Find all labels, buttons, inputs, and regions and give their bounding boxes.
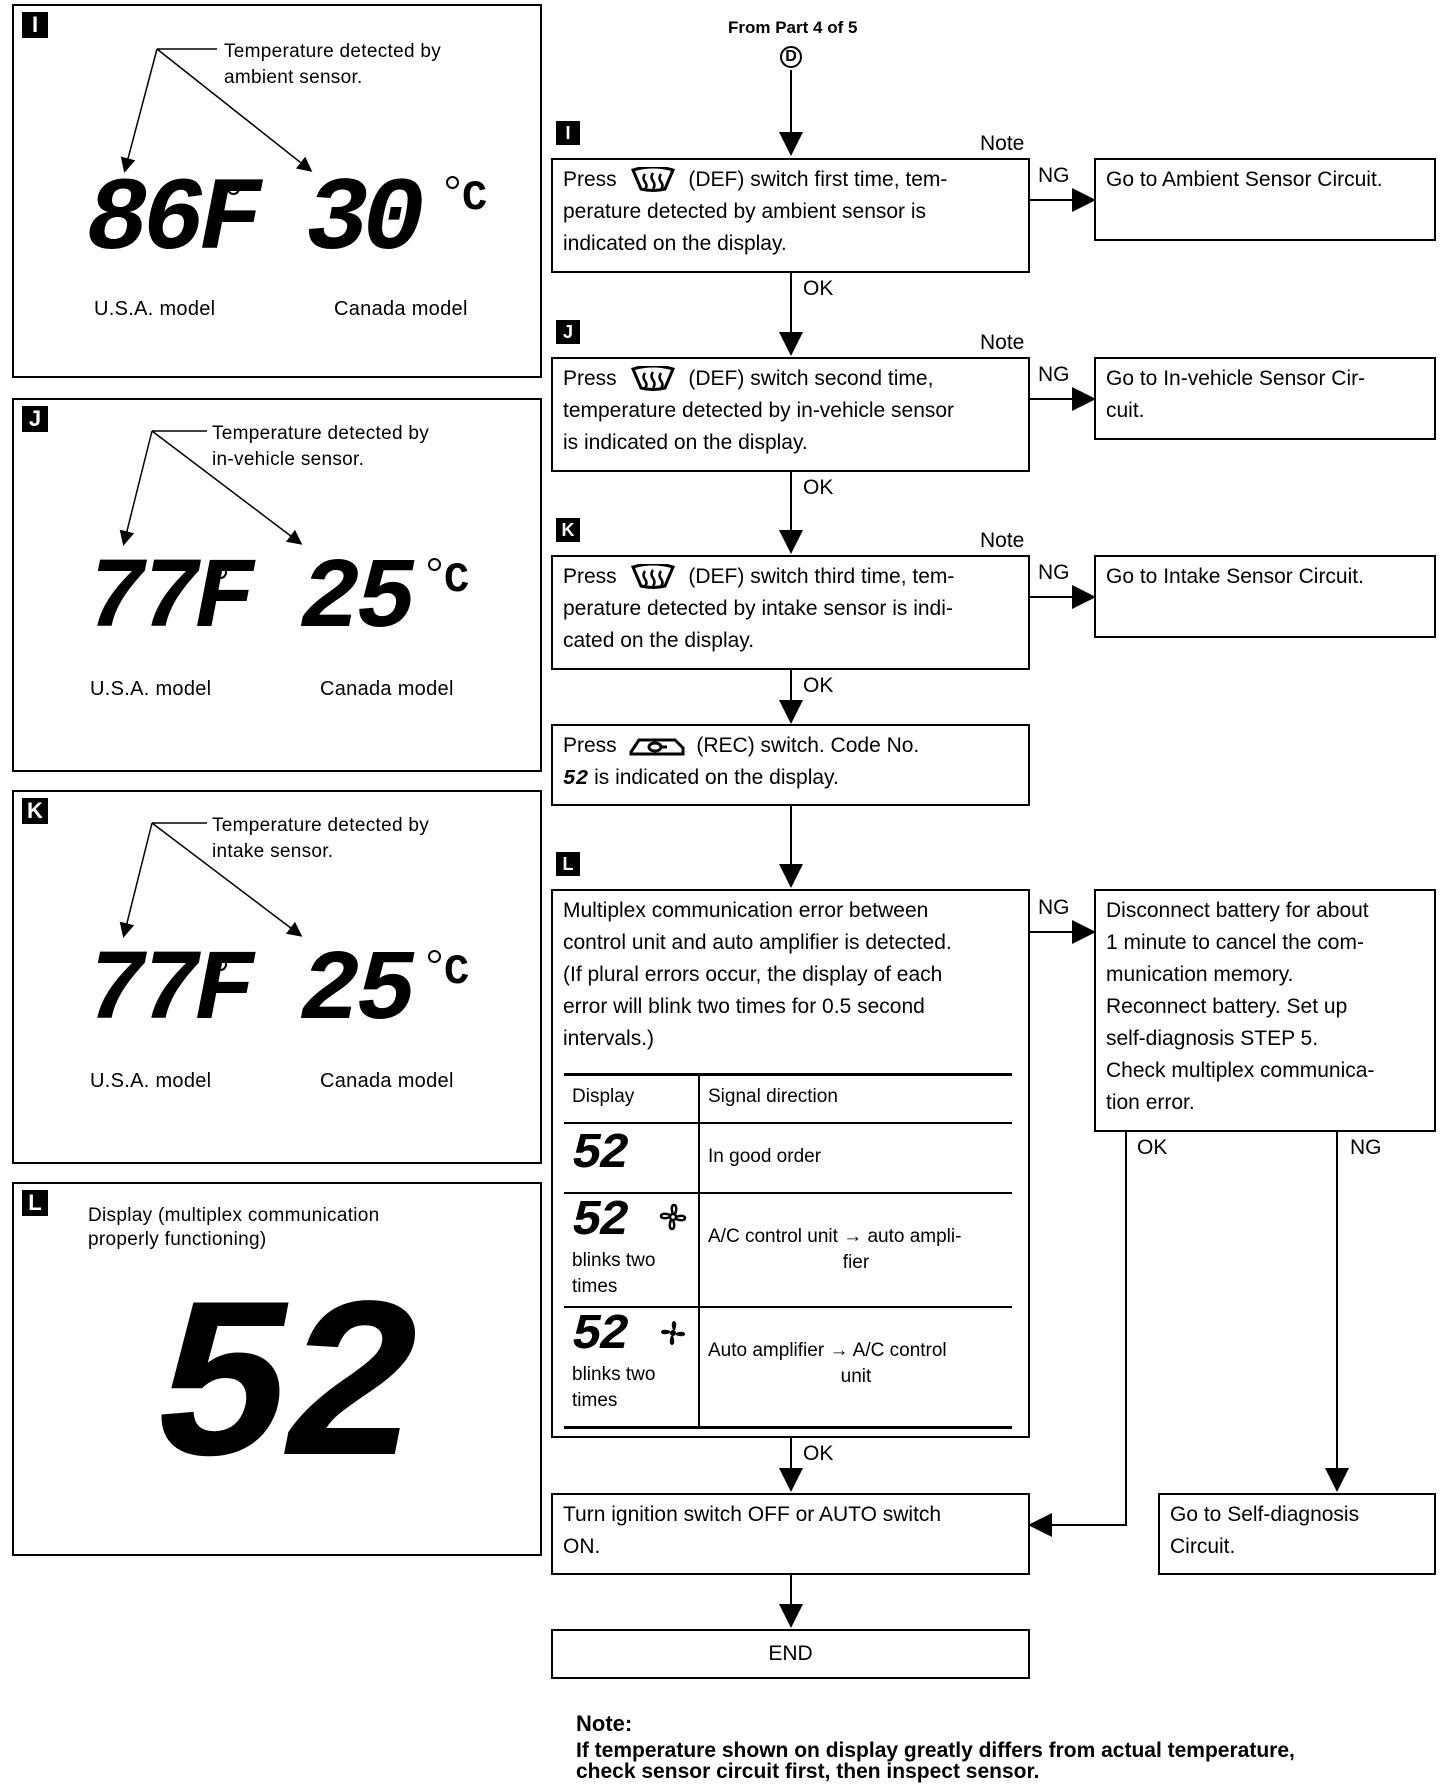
step-l-line-3: (If plural errors occur, the display of each (563, 963, 943, 986)
usa-model-label: U.S.A. model (90, 678, 212, 700)
step-rec-post: (REC) switch. Code No. (696, 734, 920, 757)
canada-display-value: 25 (300, 936, 413, 1049)
row-code: 52 (572, 1193, 627, 1250)
canada-model-label: Canada model (320, 678, 454, 700)
ok-label-k: OK (803, 674, 834, 697)
panel-l-caption-1: Display (multiplex communication (88, 1205, 380, 1226)
step-rec-line-2-text: is indicated on the display. (594, 766, 839, 789)
step-j-line-2: temperature detected by in-vehicle sensor (563, 399, 955, 422)
step-k-press: Press (563, 565, 617, 588)
ng-invehicle-box (1094, 357, 1436, 440)
row-direction (700, 1124, 1012, 1192)
ng-label-l: NG (1038, 896, 1070, 919)
ng-label-multiplex: NG (1350, 1136, 1382, 1159)
step-l-line-4: error will blink two times for 0.5 second (563, 995, 925, 1018)
step-l-box (551, 889, 1030, 1438)
ng-intake-box (1094, 555, 1436, 638)
ng-multiplex-box (1094, 889, 1436, 1132)
from-part-label: From Part 4 of 5 (728, 18, 858, 37)
ng-ambient-text: Go to Ambient Sensor Circuit. (1106, 168, 1383, 191)
header-signal-direction: Signal direction (708, 1086, 838, 1107)
step-l-line-1: Multiplex communication error between (563, 899, 929, 922)
step-j-line-1 (563, 363, 1018, 395)
canada-display-value: 25 (300, 544, 413, 657)
celsius-mark: C (444, 556, 470, 604)
row-code: 52 (572, 1307, 627, 1364)
row-direction-line-1: Auto amplifier → A/C control (708, 1340, 947, 1361)
ok-label-multiplex: OK (1137, 1136, 1168, 1159)
footer-note-line-1: If temperature shown on display greatly differs from actual temperature, (576, 1739, 1295, 1762)
canada-model-label: Canada model (334, 298, 468, 320)
panel-tag-i: I (22, 12, 48, 38)
step-i-line-2: perature detected by ambient sensor is (563, 200, 927, 223)
step-j-post: (DEF) switch second time, (688, 367, 934, 390)
def-switch-icon (629, 366, 677, 392)
row-display (564, 1124, 700, 1192)
celsius-mark: C (462, 174, 488, 222)
ng-intake-text: Go to Intake Sensor Circuit. (1106, 565, 1364, 588)
step-j-box (551, 357, 1030, 472)
row-direction-line-2: unit (840, 1366, 872, 1387)
table-row (564, 1124, 1012, 1194)
connector-d-label: D (785, 48, 797, 65)
step-i-line-1 (563, 164, 1018, 196)
ng-label-i: NG (1038, 164, 1070, 187)
table-row (564, 1308, 1012, 1426)
step-rec-line-1 (563, 730, 1018, 762)
usa-model-label: U.S.A. model (94, 298, 216, 320)
panel-tag-j: J (22, 406, 48, 432)
fan-filled-icon (656, 1316, 690, 1350)
step-rec-code: 52 (563, 768, 589, 791)
panel-tag-l: L (22, 1190, 48, 1216)
row-code: 52 (572, 1126, 627, 1183)
ok-label-j: OK (803, 476, 834, 499)
ng-label-k: NG (1038, 561, 1070, 584)
ng-multiplex-line-7: tion error. (1106, 1091, 1195, 1114)
note-label-i: Note (980, 132, 1025, 155)
step-rec-press: Press (563, 734, 617, 757)
footer-note-title: Note: (576, 1711, 633, 1736)
step-j-press: Press (563, 367, 617, 390)
flow-tag-k: K (556, 518, 580, 542)
row-display (564, 1308, 700, 1426)
flow-tag-j: J (556, 320, 580, 344)
fan-outline-icon (656, 1200, 690, 1234)
final-step-line-1: Turn ignition switch OFF or AUTO switch (563, 1503, 942, 1526)
ng-multiplex-line-6: Check multiplex communica- (1106, 1059, 1375, 1082)
canada-model-label: Canada model (320, 1070, 454, 1092)
row-display (564, 1194, 700, 1306)
step-i-line-3: indicated on the display. (563, 232, 787, 255)
multiplex-code-display: 52 (154, 1264, 411, 1524)
end-box (551, 1629, 1030, 1679)
ng-multiplex-line-1: Disconnect battery for about (1106, 899, 1369, 922)
row-direction-line-2: fier (842, 1252, 870, 1273)
signal-table-header (564, 1076, 1012, 1124)
rec-switch-icon (629, 734, 685, 758)
panel-tag-k: K (22, 798, 48, 824)
step-k-post: (DEF) switch third time, tem- (688, 565, 955, 588)
self-diagnosis-line-1: Go to Self-diagnosis (1170, 1503, 1360, 1526)
step-rec-box (551, 724, 1030, 806)
usa-display-value: 77F (86, 544, 249, 657)
final-step-box (551, 1493, 1030, 1575)
ng-label-j: NG (1038, 363, 1070, 386)
ng-multiplex-line-3: munication memory. (1106, 963, 1294, 986)
footer-note-line-2: check sensor circuit first, then inspect sensor. (576, 1760, 1040, 1783)
header-display: Display (564, 1076, 700, 1122)
step-i-box (551, 158, 1030, 273)
step-i-post: (DEF) switch first time, tem- (688, 168, 948, 191)
step-k-line-1 (563, 561, 1018, 593)
self-diagnosis-line-2: Circuit. (1170, 1535, 1236, 1558)
panel-i-caption-1: Temperature detected by (224, 41, 442, 62)
ng-ambient-box (1094, 158, 1436, 241)
row-direction (700, 1194, 1012, 1306)
row-direction-line-1: In good order (708, 1146, 822, 1167)
panel-l-caption-2: properly functioning) (88, 1229, 267, 1250)
panel-j-caption-2: in-vehicle sensor. (212, 449, 365, 470)
step-rec-line-2 (563, 762, 1018, 796)
row-note-line-2: times (572, 1390, 618, 1411)
ng-invehicle-line-1: Go to In-vehicle Sensor Cir- (1106, 367, 1366, 390)
def-switch-icon (629, 564, 677, 590)
panel-j-caption-1: Temperature detected by (212, 423, 430, 444)
row-note-line-2: times (572, 1276, 618, 1297)
step-l-line-5: intervals.) (563, 1027, 655, 1050)
flow-tag-i: I (556, 121, 580, 145)
self-diagnosis-box (1158, 1493, 1436, 1575)
end-label: END (768, 1642, 813, 1665)
ng-multiplex-line-2: 1 minute to cancel the com- (1106, 931, 1364, 954)
flow-tag-l: L (556, 852, 580, 876)
row-note-line-1: blinks two (572, 1364, 656, 1385)
ok-label-l: OK (803, 1442, 834, 1465)
panel-k-caption-2: intake sensor. (212, 841, 334, 862)
row-direction (700, 1308, 1012, 1426)
usa-display-value: 86F (86, 162, 256, 280)
signal-table (564, 1073, 1012, 1429)
step-k-line-2: perature detected by intake sensor is indi- (563, 597, 953, 620)
usa-model-label: U.S.A. model (90, 1070, 212, 1092)
panel-i-caption-2: ambient sensor. (224, 67, 363, 88)
row-direction-line-1: A/C control unit → auto ampli- (708, 1226, 962, 1247)
celsius-mark: C (444, 948, 470, 996)
note-label-j: Note (980, 331, 1025, 354)
row-note-line-1: blinks two (572, 1250, 656, 1271)
ng-multiplex-line-5: self-diagnosis STEP 5. (1106, 1027, 1319, 1050)
step-k-line-3: cated on the display. (563, 629, 755, 652)
usa-display-value: 77F (86, 936, 249, 1049)
canada-display-value: 30 (306, 162, 419, 280)
note-label-k: Note (980, 529, 1025, 552)
table-row (564, 1194, 1012, 1308)
ng-multiplex-line-4: Reconnect battery. Set up (1106, 995, 1348, 1018)
ng-invehicle-line-2: cuit. (1106, 399, 1145, 422)
step-k-box (551, 555, 1030, 670)
def-switch-icon (629, 167, 677, 193)
ok-label-i: OK (803, 277, 834, 300)
step-l-line-2: control unit and auto amplifier is detected. (563, 931, 952, 954)
panel-k-caption-1: Temperature detected by (212, 815, 430, 836)
final-step-line-2: ON. (563, 1535, 601, 1558)
step-j-line-3: is indicated on the display. (563, 431, 808, 454)
step-i-press: Press (563, 168, 617, 191)
